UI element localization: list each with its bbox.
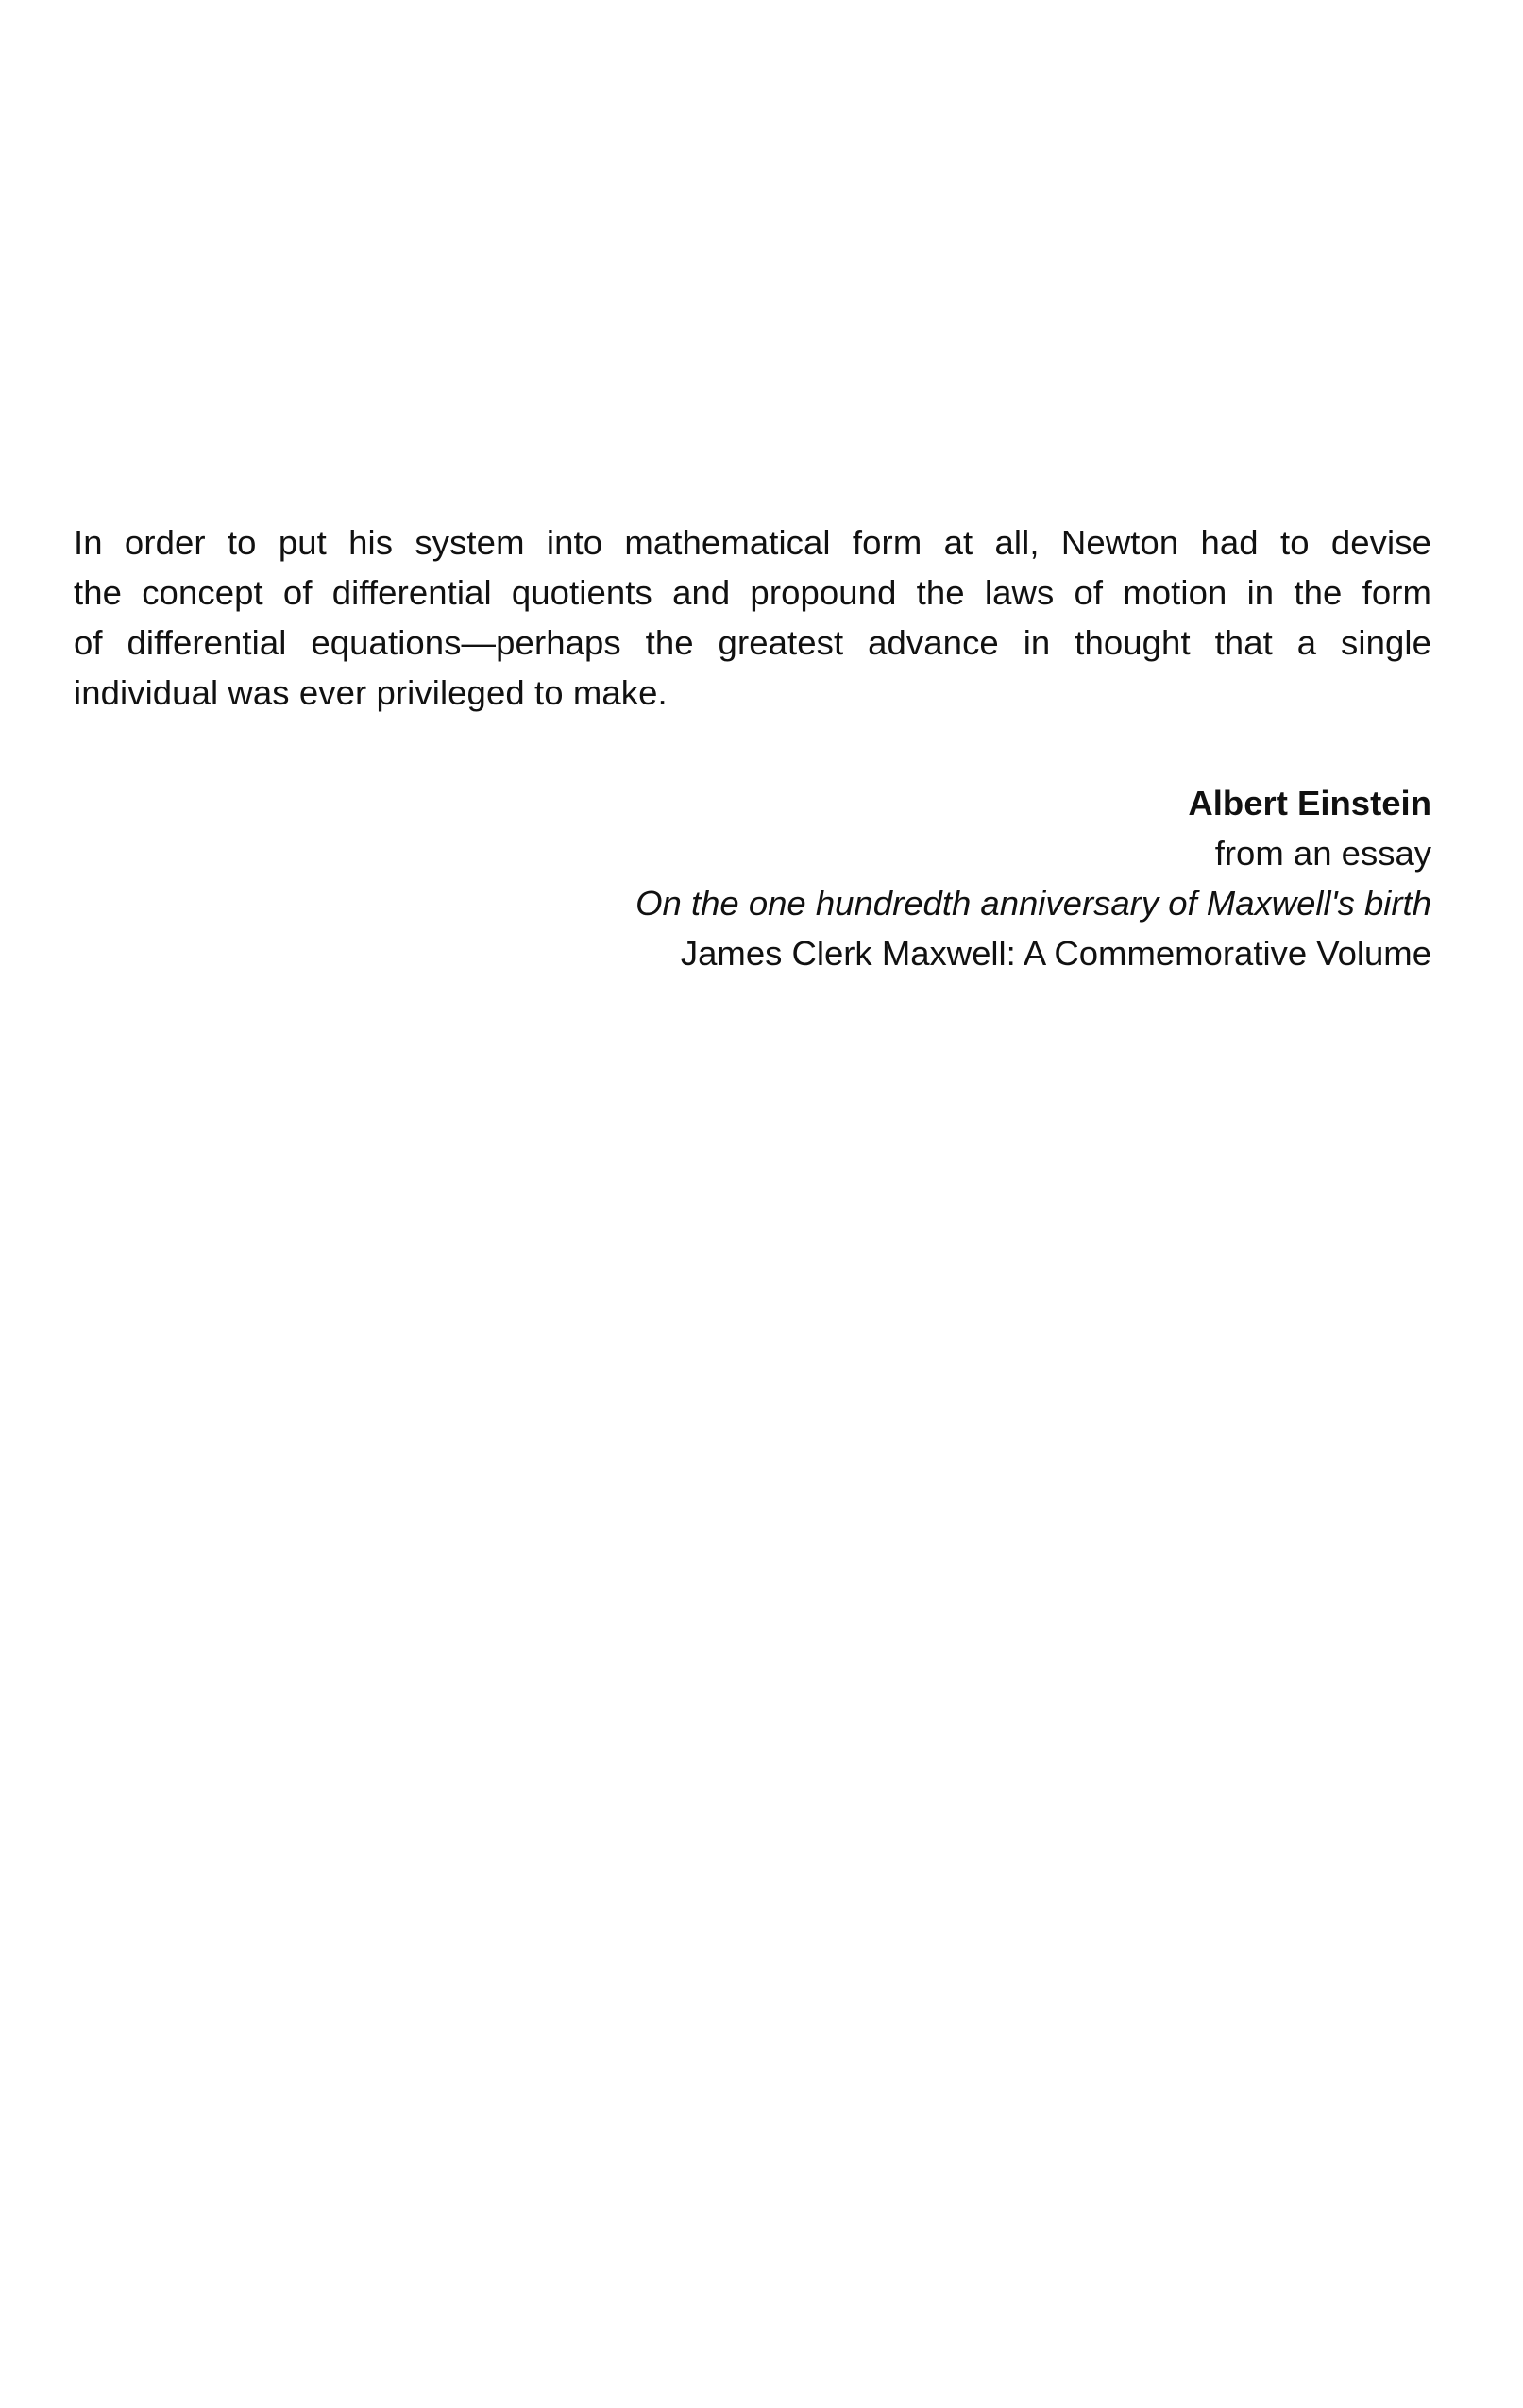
source-note: from an essay xyxy=(1214,834,1431,873)
epigraph-attribution xyxy=(74,778,1431,978)
quote-line: In order to put his system into mathematical form at all, Newton had to devise xyxy=(74,523,1431,562)
author-name: Albert Einstein xyxy=(1188,784,1431,822)
essay-title: On the one hundredth anniversary of Maxwell's birth xyxy=(635,884,1431,923)
epigraph-quote xyxy=(74,517,1431,718)
quote-line: the concept of differential quotients and propound the laws of motion in the form xyxy=(74,573,1431,612)
quote-line: of differential equations—perhaps the greatest advance in thought that a single xyxy=(74,623,1431,662)
epigraph xyxy=(74,517,1431,978)
volume-title: James Clerk Maxwell: A Commemorative Volume xyxy=(680,934,1431,973)
quote-line: individual was ever privileged to make. xyxy=(74,673,668,712)
